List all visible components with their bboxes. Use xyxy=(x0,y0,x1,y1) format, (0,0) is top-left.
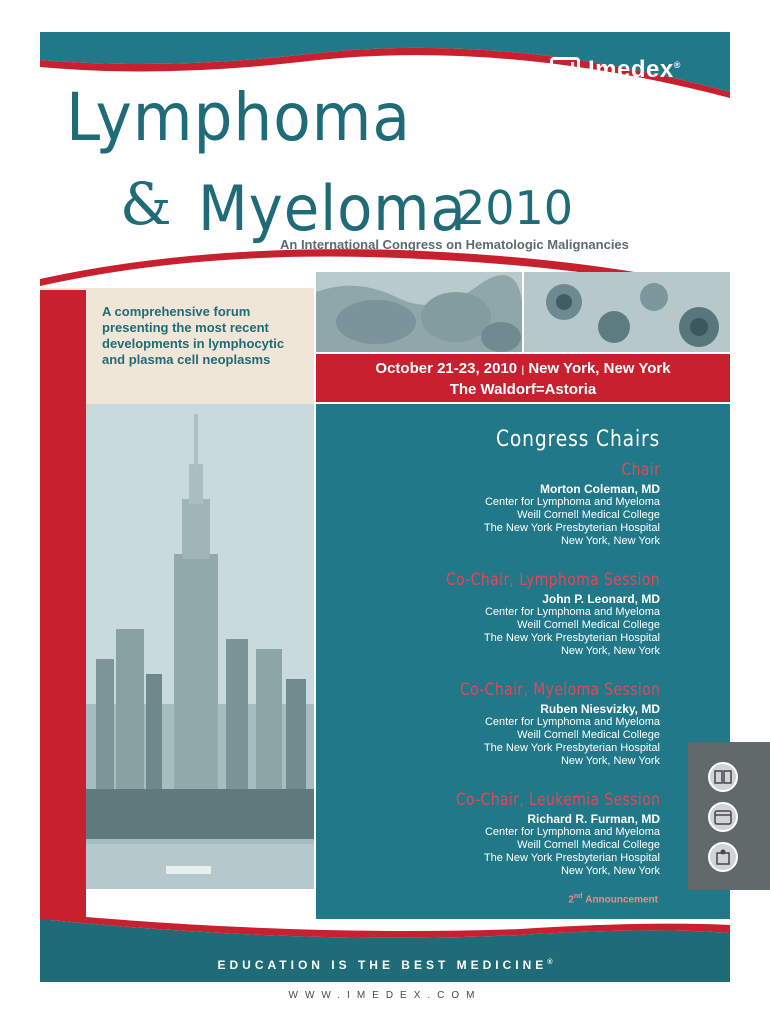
title-myeloma: Myeloma xyxy=(198,172,467,245)
chair-affiliation-2: Weill Cornell Medical College xyxy=(517,509,660,521)
co-chair-leukemia-affiliation-3: The New York Presbyterian Hospital xyxy=(483,852,660,864)
title-year: 2010 xyxy=(456,181,574,235)
subtitle: An International Congress on Hematologic Malignancies xyxy=(280,237,629,252)
co-chair-myeloma-affiliation-4: New York, New York xyxy=(560,755,660,767)
certificate-icon[interactable] xyxy=(708,842,738,872)
role-co-chair-lymphoma: Co-Chair, Lymphoma Session xyxy=(445,570,660,590)
left-red-bar xyxy=(40,290,86,920)
brand-name: Imedex xyxy=(588,56,674,83)
forum-description: A comprehensive forum presenting the most recent developments in lymphocytic and plasma cell neoplasms xyxy=(102,304,285,367)
role-co-chair-leukemia: Co-Chair, Leukemia Session xyxy=(455,790,660,810)
co-chair-lymphoma-affiliation-2: Weill Cornell Medical College xyxy=(517,619,660,631)
microscopy-image-tissue xyxy=(316,272,522,352)
book-logo-icon xyxy=(550,57,580,83)
co-chair-myeloma-affiliation-1: Center for Lymphoma and Myeloma xyxy=(484,716,660,728)
co-chair-lymphoma-affiliation-4: New York, New York xyxy=(560,645,660,657)
announcement-text: Announcement xyxy=(585,894,658,906)
announcement-ordinal: nd xyxy=(573,893,583,900)
co-chair-myeloma-name: Ruben Niesvizky, MD xyxy=(540,702,660,716)
chair-name: Morton Coleman, MD xyxy=(540,482,660,496)
footer-slogan xyxy=(40,958,730,972)
role-chair: Chair xyxy=(621,460,660,480)
event-dates: October 21-23, 2010 xyxy=(375,360,518,377)
congress-chairs-heading: Congress Chairs xyxy=(495,427,660,452)
brand-mark: ® xyxy=(673,60,681,70)
co-chair-leukemia-affiliation-1: Center for Lymphoma and Myeloma xyxy=(484,826,660,838)
co-chair-myeloma-affiliation-2: Weill Cornell Medical College xyxy=(517,729,660,741)
slogan-text: EDUCATION IS THE BEST MEDICINE xyxy=(217,958,548,972)
role-co-chair-myeloma: Co-Chair, Myeloma Session xyxy=(459,680,660,700)
slogan-mark: ® xyxy=(547,959,553,966)
event-date-location xyxy=(316,360,730,377)
chair-affiliation-4: New York, New York xyxy=(560,535,660,547)
event-venue: The Waldorf=Astoria xyxy=(449,381,597,398)
co-chair-myeloma-affiliation-3: The New York Presbyterian Hospital xyxy=(483,742,660,754)
co-chair-leukemia-affiliation-2: Weill Cornell Medical College xyxy=(517,839,660,851)
co-chair-lymphoma-name: John P. Leonard, MD xyxy=(542,592,660,606)
date-separator: | xyxy=(521,365,525,376)
co-chair-lymphoma-affiliation-1: Center for Lymphoma and Myeloma xyxy=(484,606,660,618)
city-skyline-image xyxy=(86,404,314,889)
chair-affiliation-3: The New York Presbyterian Hospital xyxy=(483,522,660,534)
chair-affiliation-1: Center for Lymphoma and Myeloma xyxy=(484,496,660,508)
co-chair-leukemia-name: Richard R. Furman, MD xyxy=(527,812,660,826)
website-link[interactable]: WWW.IMEDEX.COM xyxy=(288,990,482,1001)
microscopy-image-cells xyxy=(524,272,730,352)
title-lymphoma: Lymphoma xyxy=(66,79,411,156)
event-location: New York, New York xyxy=(528,360,671,377)
announcement-label xyxy=(568,893,658,905)
co-chair-leukemia-affiliation-4: New York, New York xyxy=(560,865,660,877)
title-ampersand: & xyxy=(120,170,172,238)
co-chair-lymphoma-affiliation-3: The New York Presbyterian Hospital xyxy=(483,632,660,644)
imedex-logo[interactable] xyxy=(550,55,720,85)
book-icon[interactable] xyxy=(708,762,738,792)
calendar-icon[interactable] xyxy=(708,802,738,832)
announcement-number: 2 xyxy=(568,894,574,906)
